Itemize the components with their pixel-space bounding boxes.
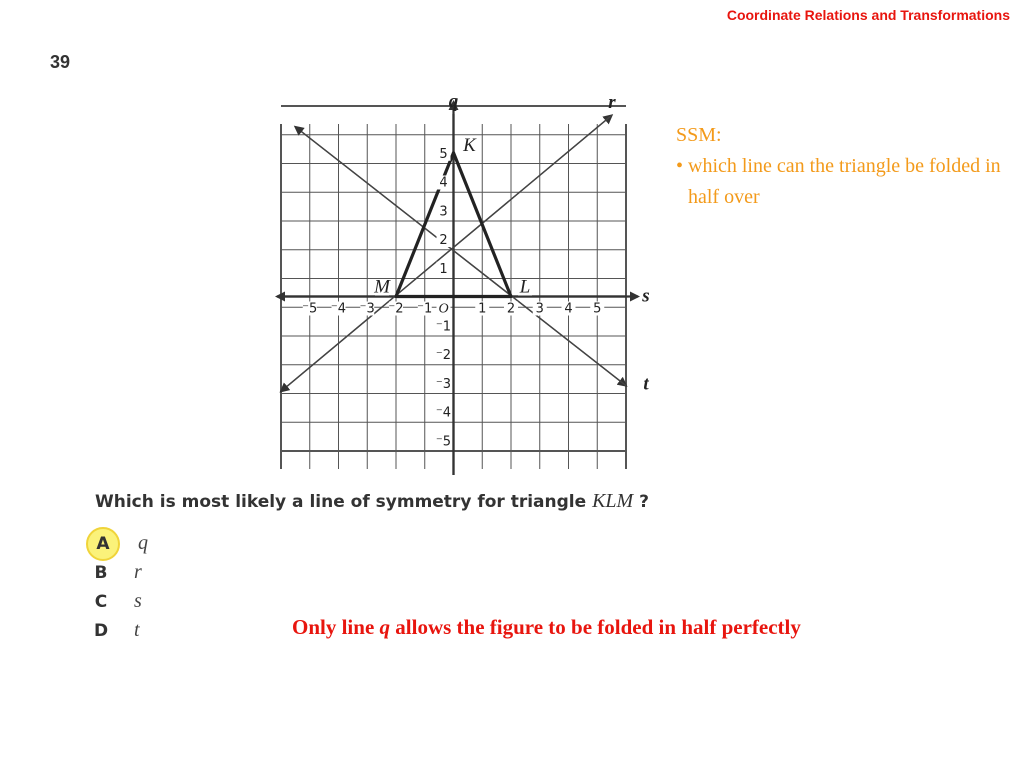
answer-choices bbox=[84, 529, 148, 645]
question-mark: ? bbox=[639, 492, 649, 512]
x-tick-label: ⁻3 bbox=[359, 301, 375, 317]
x-tick-label: 5 bbox=[593, 301, 602, 317]
y-tick-label: ⁻5 bbox=[435, 434, 452, 450]
y-tick-label: ⁻3 bbox=[435, 376, 452, 392]
x-tick-label: ⁻1 bbox=[417, 301, 433, 317]
choice-letter-b[interactable]: B bbox=[94, 562, 108, 583]
vertex-k-label: K bbox=[463, 134, 476, 156]
coordinate-grid bbox=[270, 95, 650, 475]
choice-d[interactable] bbox=[84, 616, 148, 645]
choice-a[interactable] bbox=[84, 529, 148, 558]
x-tick-label: 3 bbox=[535, 301, 544, 317]
x-tick-label: 2 bbox=[506, 301, 516, 317]
ssm-bullet-text: which line can the triangle be folded in half over bbox=[688, 155, 1001, 208]
vertex-m-label: M bbox=[374, 276, 390, 298]
line-q-label: q bbox=[448, 95, 459, 112]
question-number: 39 bbox=[50, 52, 71, 72]
ssm-title: SSM: bbox=[676, 124, 722, 146]
choice-c[interactable] bbox=[84, 587, 148, 616]
choice-letter-c[interactable]: C bbox=[94, 591, 108, 612]
y-tick-label: ⁻4 bbox=[435, 405, 452, 421]
y-tick-label: 5 bbox=[439, 146, 448, 162]
question-stem: Which is most likely a line of symmetry for triangle bbox=[95, 492, 587, 512]
line-t-reverse bbox=[295, 127, 626, 386]
choice-letter-a[interactable]: A bbox=[86, 527, 120, 561]
x-tick-label: 4 bbox=[564, 301, 573, 317]
bullet-icon: • bbox=[676, 155, 684, 177]
y-tick-label: 3 bbox=[439, 204, 448, 220]
line-s-label: s bbox=[642, 285, 650, 307]
y-tick-label: 1 bbox=[439, 261, 448, 277]
y-tick-label: ⁻1 bbox=[435, 319, 452, 335]
line-r-label: r bbox=[608, 95, 616, 113]
question-text bbox=[95, 490, 649, 513]
x-tick-label: ⁻5 bbox=[302, 301, 318, 317]
y-tick-label: 2 bbox=[439, 233, 448, 248]
explanation-text bbox=[292, 615, 801, 640]
choice-value-b: r bbox=[134, 561, 142, 583]
line-t-label: t bbox=[643, 373, 649, 395]
choice-value-a: q bbox=[138, 532, 148, 554]
y-tick-label: 4 bbox=[439, 175, 448, 191]
origin-label: O bbox=[438, 301, 449, 317]
choice-value-d: t bbox=[134, 619, 140, 641]
choice-value-c: s bbox=[134, 590, 142, 612]
explanation-var: q bbox=[379, 615, 391, 639]
x-tick-label: ⁻4 bbox=[330, 301, 347, 317]
slide-header-title: Coordinate Relations and Transformations bbox=[726, 7, 1010, 23]
question-triangle-name: KLM bbox=[592, 490, 634, 512]
ssm-note bbox=[676, 120, 1006, 213]
explanation-suffix: allows the figure to be folded in half perfectly bbox=[395, 615, 801, 639]
explanation-prefix: Only line bbox=[292, 615, 375, 639]
vertex-l-label: L bbox=[519, 276, 531, 298]
ssm-bullet bbox=[676, 151, 1006, 213]
choice-b[interactable] bbox=[84, 558, 148, 587]
choice-letter-d[interactable]: D bbox=[93, 620, 109, 641]
y-tick-label: ⁻2 bbox=[435, 348, 452, 363]
x-tick-label: 1 bbox=[478, 301, 487, 317]
x-tick-label: ⁻2 bbox=[388, 301, 404, 317]
